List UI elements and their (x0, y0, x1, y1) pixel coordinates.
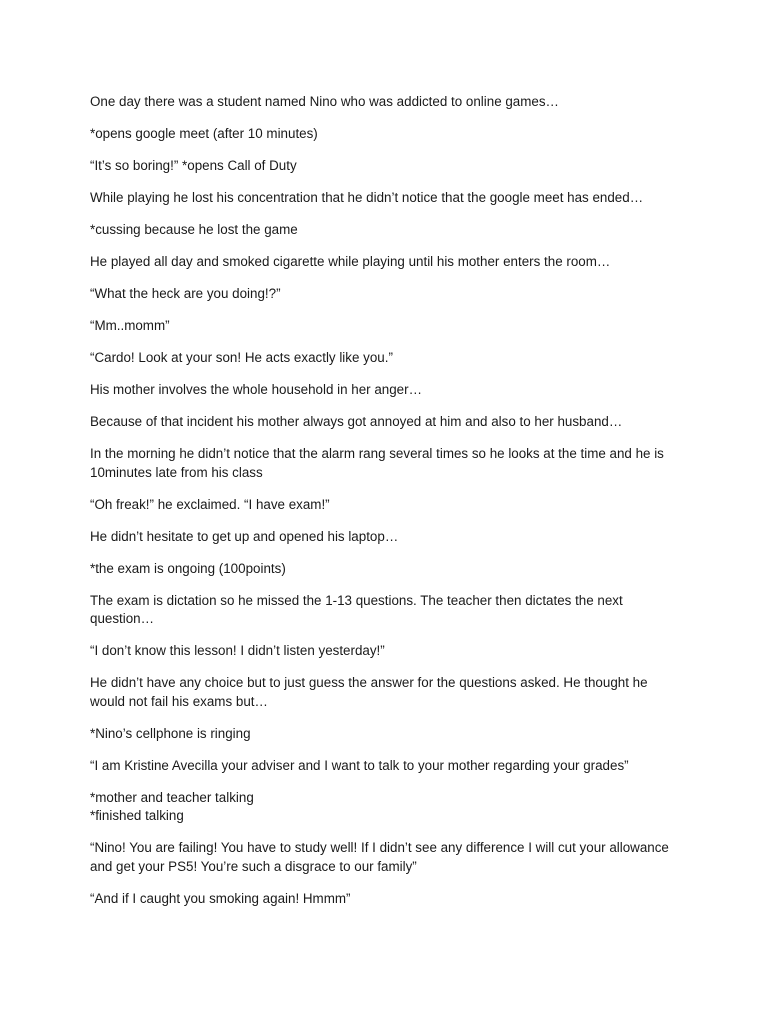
paragraph-12: In the morning he didn’t notice that the alarm rang several times so he looks at the time and he is 10minutes late from his class (90, 446, 664, 480)
paragraph-20: “I am Kristine Avecilla your adviser and I want to talk to your mother regarding your grades” (90, 757, 629, 773)
paragraph-5: *cussing because he lost the game (90, 222, 298, 237)
paragraph-9: “Cardo! Look at your son! He acts exactly like you.” (90, 350, 393, 365)
paragraph-17: “I don’t know this lesson! I didn’t listen yesterday!” (90, 643, 385, 658)
paragraph-2: *opens google meet (after 10 minutes) (90, 126, 318, 141)
paragraph-13: “Oh freak!” he exclaimed. “I have exam!” (90, 496, 330, 512)
paragraph-11: Because of that incident his mother always got annoyed at him and also to her husband… (90, 414, 623, 429)
paragraph-10: His mother involves the whole household in her anger… (90, 382, 422, 397)
paragraph-1: One day there was a student named Nino who was addicted to online games… (90, 94, 559, 109)
paragraph-8: “Mm..momm” (90, 318, 170, 333)
paragraph-23: “And if I caught you smoking again! Hmmm” (90, 890, 351, 906)
paragraph-7: “What the heck are you doing!?” (90, 286, 281, 301)
paragraph-4: While playing he lost his concentration that he didn’t notice that the google meet has ended… (90, 190, 644, 205)
paragraph-15: *the exam is ongoing (100points) (90, 560, 286, 576)
paragraph-6: He played all day and smoked cigarette while playing until his mother enters the room… (90, 254, 611, 269)
paragraph-19: *Nino’s cellphone is ringing (90, 725, 251, 741)
paragraph-21: *mother and teacher talking *finished talking (90, 789, 254, 823)
paragraph-18: He didn’t have any choice but to just guess the answer for the questions asked. He thought he would not fail his exams but… (90, 675, 648, 709)
paragraph-16: The exam is dictation so he missed the 1-13 questions. The teacher then dictates the next question… (90, 592, 623, 626)
paragraph-3: “It’s so boring!” *opens Call of Duty (90, 158, 297, 173)
document-body (90, 93, 680, 922)
paragraph-14: He didn’t hesitate to get up and opened his laptop… (90, 528, 399, 544)
paragraph-22: “Nino! You are failing! You have to study well! If I didn’t see any difference I will cut your allowance and get your PS5! You’re such a disgrace to our family” (90, 840, 669, 874)
